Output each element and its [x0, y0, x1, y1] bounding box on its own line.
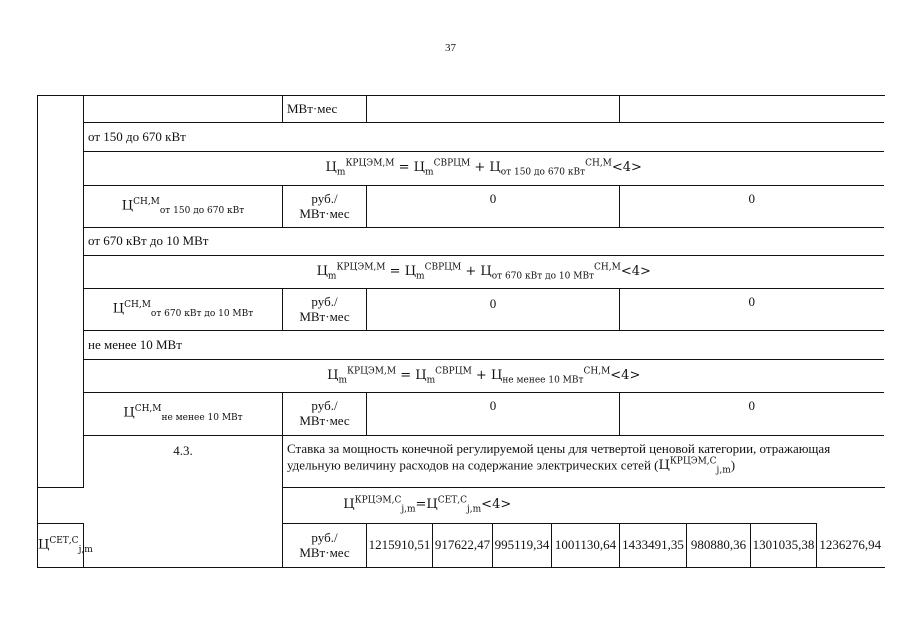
table-row [38, 436, 886, 488]
formula: $Ц^{КРЦЭМ,С}_{j,m}=Ц^{СЕТ,С}_{j,m}<4>$ [343, 495, 512, 515]
formula: $Ц_m^{КРЦЭМ,М} = Ц_m^{СВРЦМ} + Ц_{не менее 10 МВт}^{СН,М}<4>$ [327, 366, 641, 386]
unit-label: МВт·мес [299, 308, 350, 324]
unit-label: руб./ [311, 529, 338, 545]
formula-cell [84, 256, 884, 289]
table-row [38, 360, 886, 393]
unit-label: МВт·мес [299, 413, 350, 428]
value-cell [367, 96, 620, 123]
value-cell: 980880,36 [687, 524, 751, 568]
formula: $Ц_m^{КРЦЭМ,М} = Ц_m^{СВРЦМ} + Ц_{от 150 до 670 кВт}^{СН,М}<4>$ [325, 158, 642, 178]
table-row [38, 186, 886, 228]
unit-label: МВт·мес [299, 544, 350, 560]
value-cell: 0 [367, 186, 620, 228]
value-cell [620, 96, 884, 123]
value-cell: 1433491,35 [620, 524, 687, 568]
table-row [38, 488, 886, 524]
table-row [38, 393, 886, 436]
value-cell: 0 [367, 393, 620, 436]
value-cell: 917622,47 [433, 524, 493, 568]
value-cell: 0 [620, 186, 884, 228]
empty-cell [84, 96, 283, 123]
unit-label: руб./ [311, 190, 338, 206]
section-heading: от 670 кВт до 10 МВт [84, 228, 884, 256]
value-cell: 1001130,64 [552, 524, 620, 568]
symbol-cell: $Ц^{СН,М}_{от 150 до 670 кВт}$ [84, 186, 283, 228]
value-cell: 995119,34 [493, 524, 552, 568]
formula-cell [84, 152, 884, 186]
value-cell: 0 [620, 393, 884, 436]
value-cell: 0 [367, 289, 620, 331]
formula-cell [38, 488, 817, 524]
value-cell: 1301035,38 [751, 524, 817, 568]
table-row [38, 256, 886, 289]
formula: $Ц_m^{КРЦЭМ,М} = Ц_m^{СВРЦМ} + Ц_{от 670 кВт до 10 МВт}^{СН,М}<4>$ [316, 262, 651, 282]
formula-cell [84, 360, 884, 393]
table-row [38, 228, 886, 256]
unit-cell [283, 524, 367, 568]
unit-cell [283, 96, 367, 123]
symbol-cell: $Ц^{СН,М}_{не менее 10 МВт}$ [84, 393, 283, 436]
table-row [38, 152, 886, 186]
value-cell: 0 [620, 289, 884, 331]
unit-cell [283, 289, 367, 331]
page-number: 37 [445, 42, 456, 54]
symbol-cell: $Ц^{СЕТ,С}_{j,m}$ [38, 524, 84, 568]
unit-label: руб./ [311, 398, 338, 414]
table-row [38, 96, 886, 123]
section-heading: не менее 10 МВт [84, 331, 884, 360]
table-row [38, 123, 886, 152]
unit-label: МВт·мес [299, 205, 350, 221]
section-heading: от 150 до 670 кВт [84, 123, 884, 152]
value-cell: 1236276,94 [817, 524, 884, 568]
number-cell-empty [38, 96, 84, 488]
tariff-table [37, 95, 885, 568]
table-row [38, 289, 886, 331]
unit-label: МВт·мес [287, 100, 338, 116]
unit-label: руб./ [311, 293, 338, 309]
unit-cell [283, 186, 367, 228]
item-description: Ставка за мощность конечной регулируемой цены для четвертой ценовой категории, отражающая удельную величину расходов на содержание электрических сетей $(Ц^{КРЦЭМ,С}_{j,m})$ [283, 436, 886, 488]
item-number: 4.3. [84, 436, 283, 568]
table-row [38, 331, 886, 360]
value-cell: 1215910,51 [367, 524, 433, 568]
symbol-cell: $Ц^{СН,М}_{от 670 кВт до 10 МВт}$ [84, 289, 283, 331]
unit-cell [283, 393, 367, 436]
